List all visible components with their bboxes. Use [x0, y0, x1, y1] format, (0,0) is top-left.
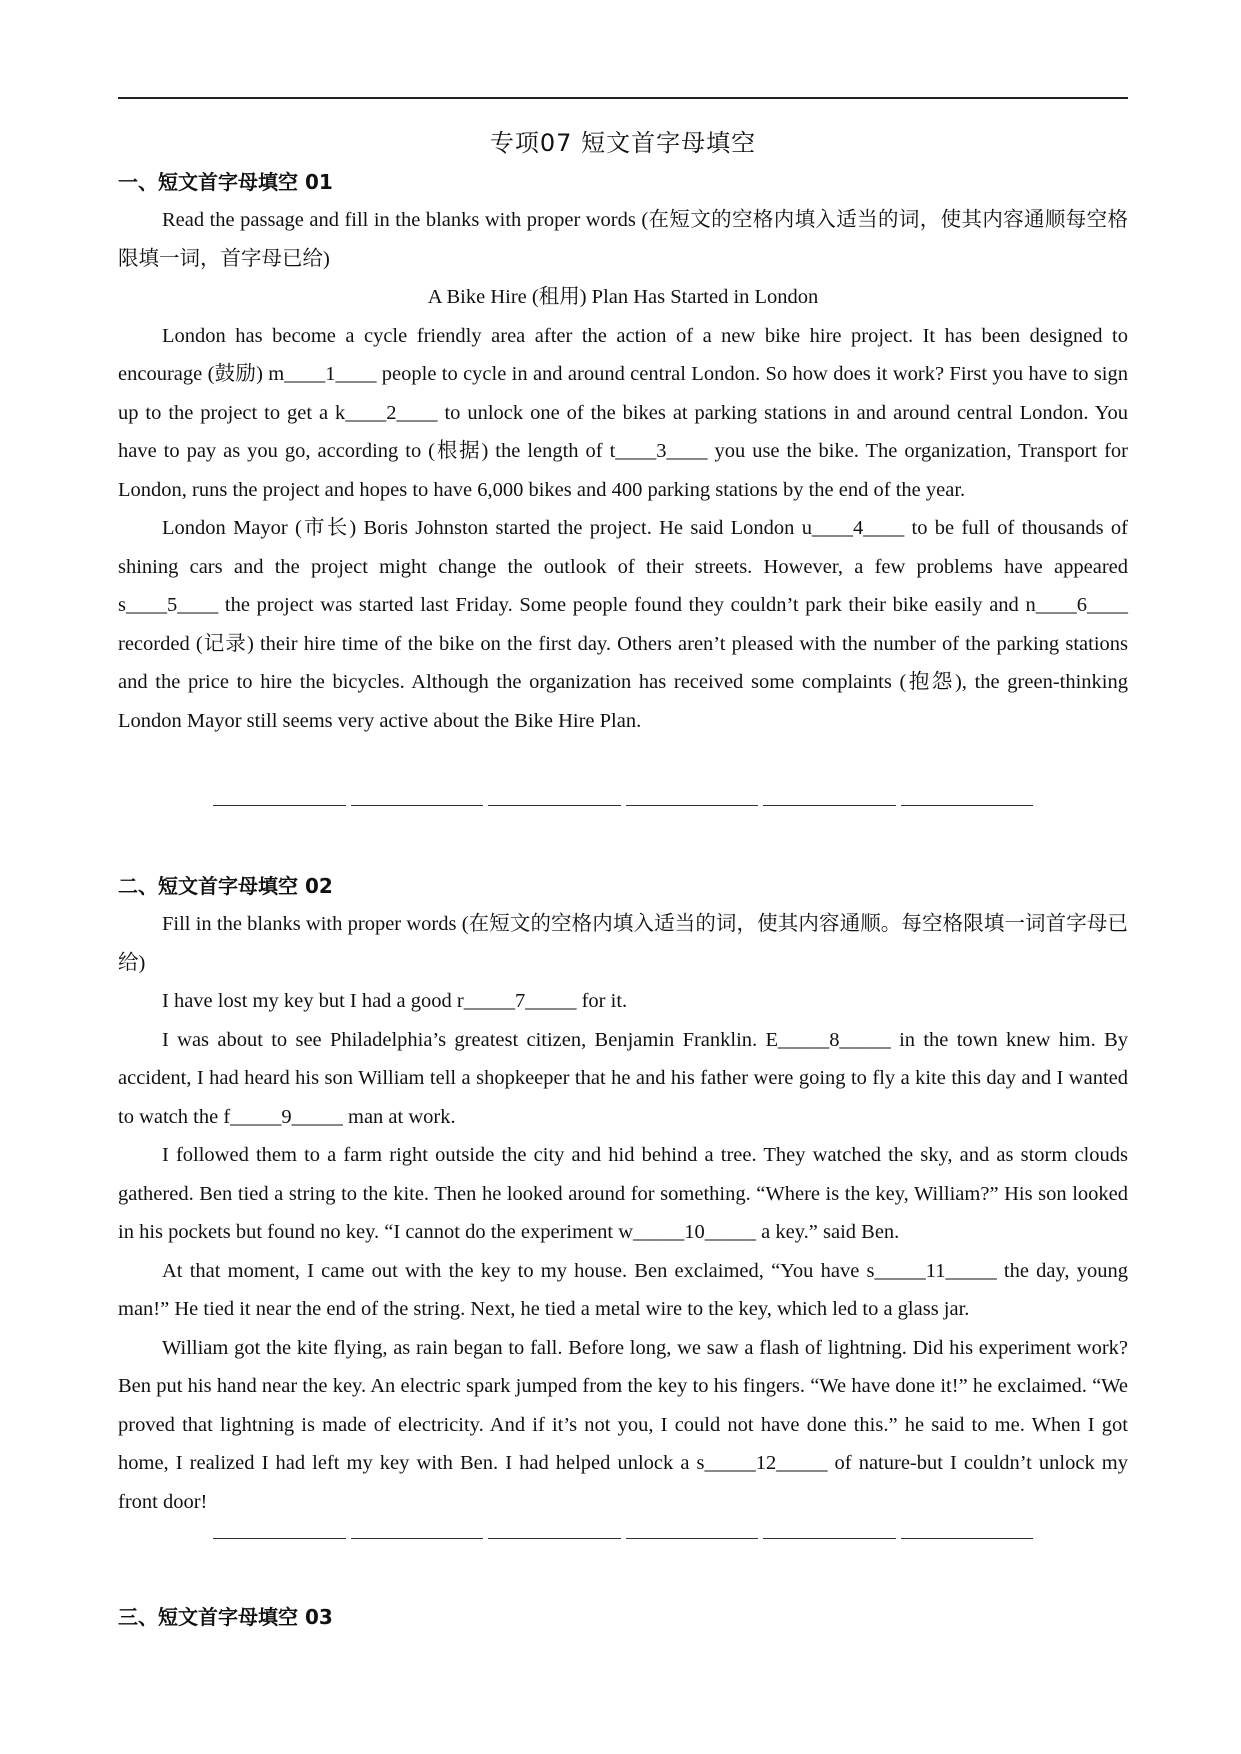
answer-line — [901, 1538, 1034, 1539]
section-02-paragraph: William got the kite flying, as rain began to fall. Before long, we saw a flash of lightning. Did his experiment work? Ben put his hand near the key. An electric spark jumped from the key to his fingers. “We have done it!” he exclaimed. “We proved that lightning is made of electricity. And if it’s not you, I could not have done this.” he said to me. When I got home, I realized I had left my key with Ben. I had helped unlock a s_____12_____ of nature-but I couldn’t unlock my front door! — [118, 1336, 1128, 1513]
section-01-body — [118, 201, 1128, 740]
answer-line — [351, 805, 484, 806]
answer-line — [626, 805, 759, 806]
passage-title: A Bike Hire (租用) Plan Has Started in London — [427, 286, 819, 308]
answer-lines-01 — [213, 805, 1033, 806]
answer-line — [763, 1538, 896, 1539]
answer-line — [488, 805, 621, 806]
section-heading-02: 二、短文首字母填空 02 — [118, 874, 333, 898]
answer-line — [763, 805, 896, 806]
answer-line — [213, 805, 346, 806]
answer-line — [626, 1538, 759, 1539]
page-title: 专项07 短文首字母填空 — [489, 129, 757, 157]
section-02-paragraph: I followed them to a farm right outside the city and hid behind a tree. They watched the sky, and as storm clouds gathered. Ben tied a string to the kite. Then he looked around for something. “Where is the key, William?” His son looked in his pockets but found no key. “I cannot do the experiment w_____10_____ a key.” said Ben. — [118, 1144, 1128, 1243]
section-02-body — [118, 905, 1128, 1521]
answer-line — [351, 1538, 484, 1539]
top-rule — [118, 97, 1128, 99]
section-heading-03: 三、短文首字母填空 03 — [118, 1605, 333, 1629]
answer-line — [213, 1538, 346, 1539]
section-02-paragraph: I was about to see Philadelphia’s greatest citizen, Benjamin Franklin. E_____8_____ in the town knew him. By accident, I had heard his son William tell a shopkeeper that he and his father were going to fly a kite this day and I wanted to watch the f_____9_____ man at work. — [118, 1028, 1128, 1128]
section-01-paragraph: London Mayor (市长) Boris Johnston started the project. He said London u____4____ to be full of thousands of shining cars and the project might change the outlook of their streets. However, a few problems have appeared s____5____ the project was started last Friday. Some people found they couldn’t park their bike easily and n____6____ recorded (记录) their hire time of the bike on the first day. Others aren’t pleased with the number of the parking stations and the price to hire the bicycles. Although the organization has received some complaints (抱怨), the green-thinking London Mayor still seems very active about the Bike Hire Plan. — [118, 517, 1128, 732]
section-01-paragraph: London has become a cycle friendly area after the action of a new bike hire project. It has been designed to encourage (鼓励) m____1____ people to cycle in and around central London. So how does it work? First you have to sign up to the project to get a k____2____ to unlock one of the bikes at parking stations in and around central London. You have to pay as you go, according to (根据) the length of t____3____ you use the bike. The organization, Transport for London, runs the project and hopes to have 6,000 bikes and 400 parking stations by the end of the year. — [118, 324, 1128, 501]
section-02-instruction: Fill in the blanks with proper words (在短文的空格内填入适当的词，使其内容通顺。每空格限填一词首字母已给) — [118, 913, 1128, 974]
answer-lines-02 — [213, 1538, 1033, 1539]
section-heading-01: 一、短文首字母填空 01 — [118, 170, 333, 194]
section-02-paragraph: I have lost my key but I had a good r_____7_____ for it. — [162, 990, 628, 1012]
answer-line — [901, 805, 1034, 806]
section-02-paragraph: At that moment, I came out with the key to my house. Ben exclaimed, “You have s_____11_____ the day, young man!” He tied it near the end of the string. Next, he tied a metal wire to the key, which led to a glass jar. — [118, 1259, 1128, 1320]
section-01-instruction: Read the passage and fill in the blanks with proper words (在短文的空格内填入适当的词，使其内容通顺每空格限填一词，首字母已给) — [118, 209, 1128, 270]
answer-line — [488, 1538, 621, 1539]
